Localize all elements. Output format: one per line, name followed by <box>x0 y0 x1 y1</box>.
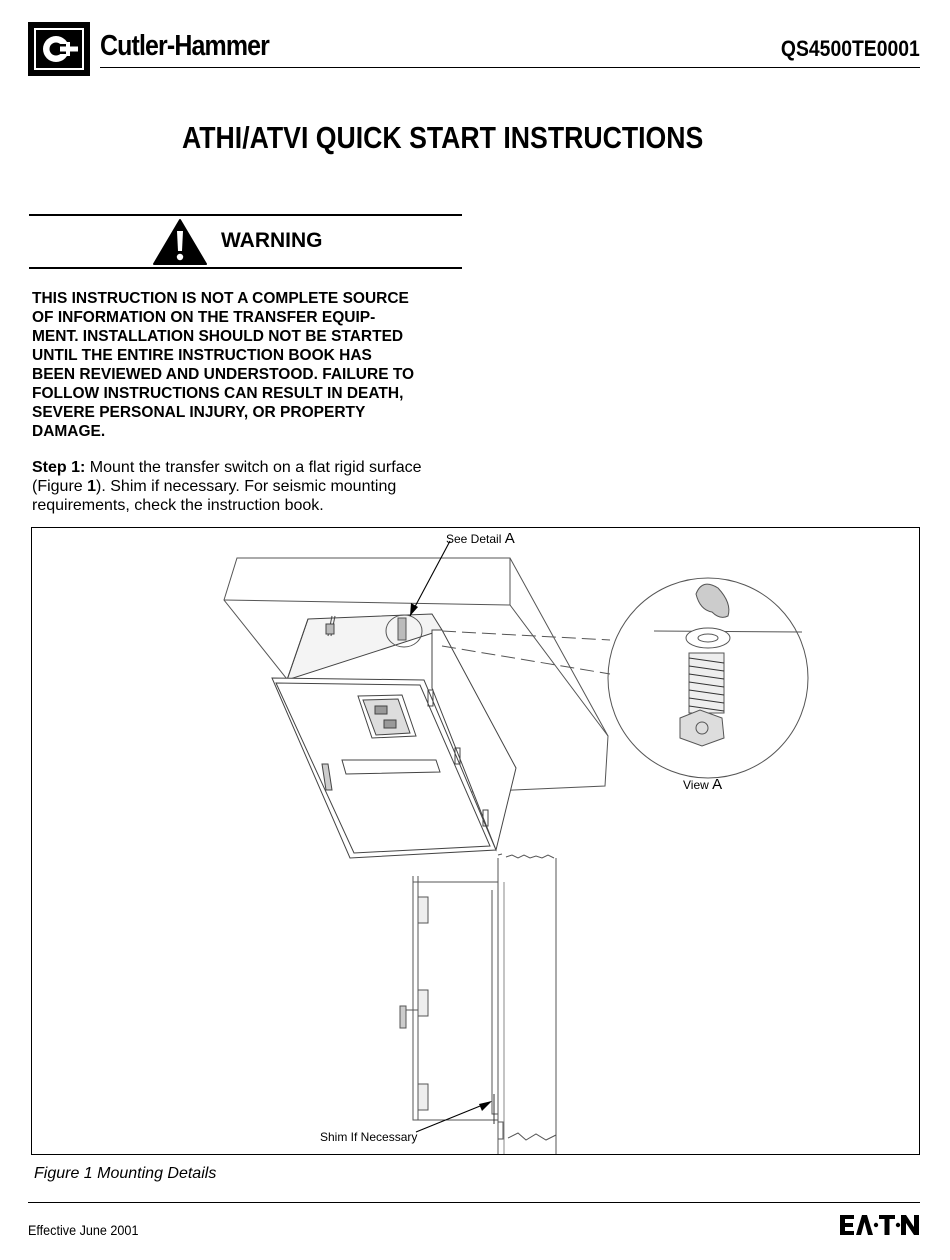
warning-line: MENT. INSTALLATION SHOULD NOT BE STARTED <box>32 328 404 345</box>
step-1-line: requirements, check the instruction book. <box>32 497 324 514</box>
warning-text <box>32 289 472 441</box>
header-divider <box>100 67 920 68</box>
warning-line: THIS INSTRUCTION IS NOT A COMPLETE SOURCE <box>32 290 409 307</box>
view-a-label: View A <box>683 776 723 793</box>
warning-top-rule <box>29 214 462 216</box>
shim-label: Shim If Necessary <box>320 1130 418 1144</box>
mounting-illustration <box>32 528 919 1154</box>
cutler-hammer-logo-icon <box>28 22 90 76</box>
warning-bottom-rule <box>29 267 462 269</box>
step-1-line: ). Shim if necessary. For seismic mounting <box>96 478 397 495</box>
page-title: ATHI/ATVI QUICK START INSTRUCTIONS <box>182 120 704 155</box>
figure-caption: Figure 1 Mounting Details <box>34 1165 217 1182</box>
warning-line: BEEN REVIEWED AND UNDERSTOOD. FAILURE TO <box>32 366 415 383</box>
eaton-logo <box>840 1213 920 1243</box>
side-view <box>400 854 556 1154</box>
see-detail-label: See Detail A <box>446 530 515 547</box>
detail-view-a <box>608 578 808 778</box>
step-1-label: Step 1: <box>32 459 86 476</box>
warning-line: FOLLOW INSTRUCTIONS CAN RESULT IN DEATH, <box>32 385 404 402</box>
warning-line: SEVERE PERSONAL INJURY, OR PROPERTY <box>32 404 366 421</box>
document-number: QS4500TE0001 <box>781 36 920 61</box>
step-1-line: Mount the transfer switch on a flat rigid surface <box>85 459 422 476</box>
warning-triangle-icon <box>152 218 208 266</box>
warning-line: OF INFORMATION ON THE TRANSFER EQUIP- <box>32 309 376 326</box>
warning-label: WARNING <box>221 229 323 252</box>
eaton-logo-icon <box>840 1213 920 1237</box>
warning-line: UNTIL THE ENTIRE INSTRUCTION BOOK HAS <box>32 347 372 364</box>
step-1-text <box>32 458 472 515</box>
footer-divider <box>28 1202 920 1203</box>
brand-name: Cutler-Hammer <box>100 30 269 62</box>
warning-line: DAMAGE. <box>32 423 106 440</box>
mounting-figure <box>31 527 920 1155</box>
page-header <box>28 22 920 78</box>
step-1-line: (Figure <box>32 478 88 495</box>
figure-ref: 1 <box>87 478 97 495</box>
effective-date: Effective June 2001 <box>28 1222 139 1238</box>
